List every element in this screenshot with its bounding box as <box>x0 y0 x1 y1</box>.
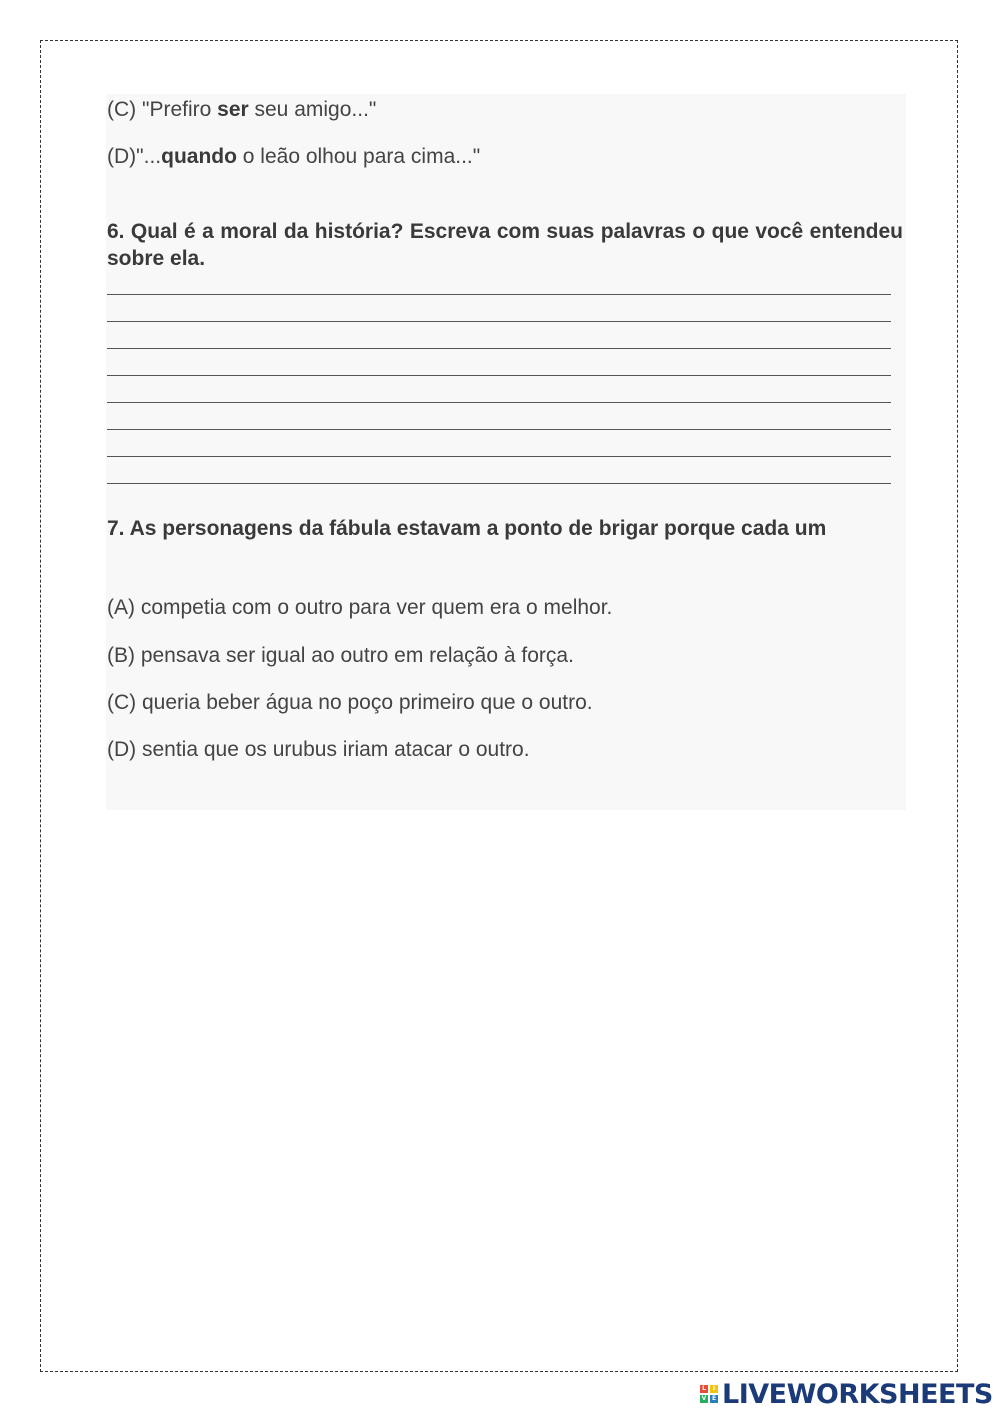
q7-option-b[interactable]: (B) pensava ser igual ao outro em relação à força. <box>107 644 574 667</box>
question-7-text: 7. As personagens da fábula estavam a ponto de brigar porque cada um <box>107 517 827 540</box>
answer-line[interactable] <box>107 348 891 349</box>
logo-square-v: V <box>701 1395 707 1402</box>
q5-option-c-suffix: seu amigo..." <box>248 98 377 121</box>
q5-option-d-suffix: o leão olhou para cima..." <box>236 145 481 168</box>
q7-option-a[interactable]: (A) competia com o outro para ver quem era o melhor. <box>107 596 613 619</box>
q5-option-c-bold: ser <box>217 98 249 121</box>
logo-square-l: L <box>700 1385 708 1393</box>
q5-option-d-prefix: (D)"... <box>107 145 162 168</box>
answer-line[interactable] <box>107 294 891 295</box>
q7-option-d[interactable]: (D) sentia que os urubus iriam atacar o outro. <box>107 738 530 761</box>
question-6-text: 6. Qual é a moral da história? Escreva com suas palavras o que você entendeu sobre ela. <box>107 220 903 270</box>
answer-line[interactable] <box>107 375 891 376</box>
q5-option-d-bold: quando <box>161 145 237 168</box>
liveworksheets-logo <box>700 1378 993 1410</box>
answer-line[interactable] <box>107 483 891 484</box>
liveworksheets-logo-icon <box>700 1385 718 1403</box>
logo-square-i: I <box>710 1385 718 1393</box>
q5-option-d <box>107 145 480 169</box>
logo-square-e: E <box>711 1395 717 1402</box>
answer-line[interactable] <box>107 456 891 457</box>
liveworksheets-logo-text: LIVEWORKSHEETS <box>722 1378 993 1410</box>
answer-line[interactable] <box>107 321 891 322</box>
q5-option-c-prefix: (C) "Prefiro <box>107 98 218 121</box>
answer-line[interactable] <box>107 429 891 430</box>
answer-line[interactable] <box>107 402 891 403</box>
q7-option-c[interactable]: (C) queria beber água no poço primeiro que o outro. <box>107 691 593 714</box>
q5-option-c <box>107 98 376 122</box>
